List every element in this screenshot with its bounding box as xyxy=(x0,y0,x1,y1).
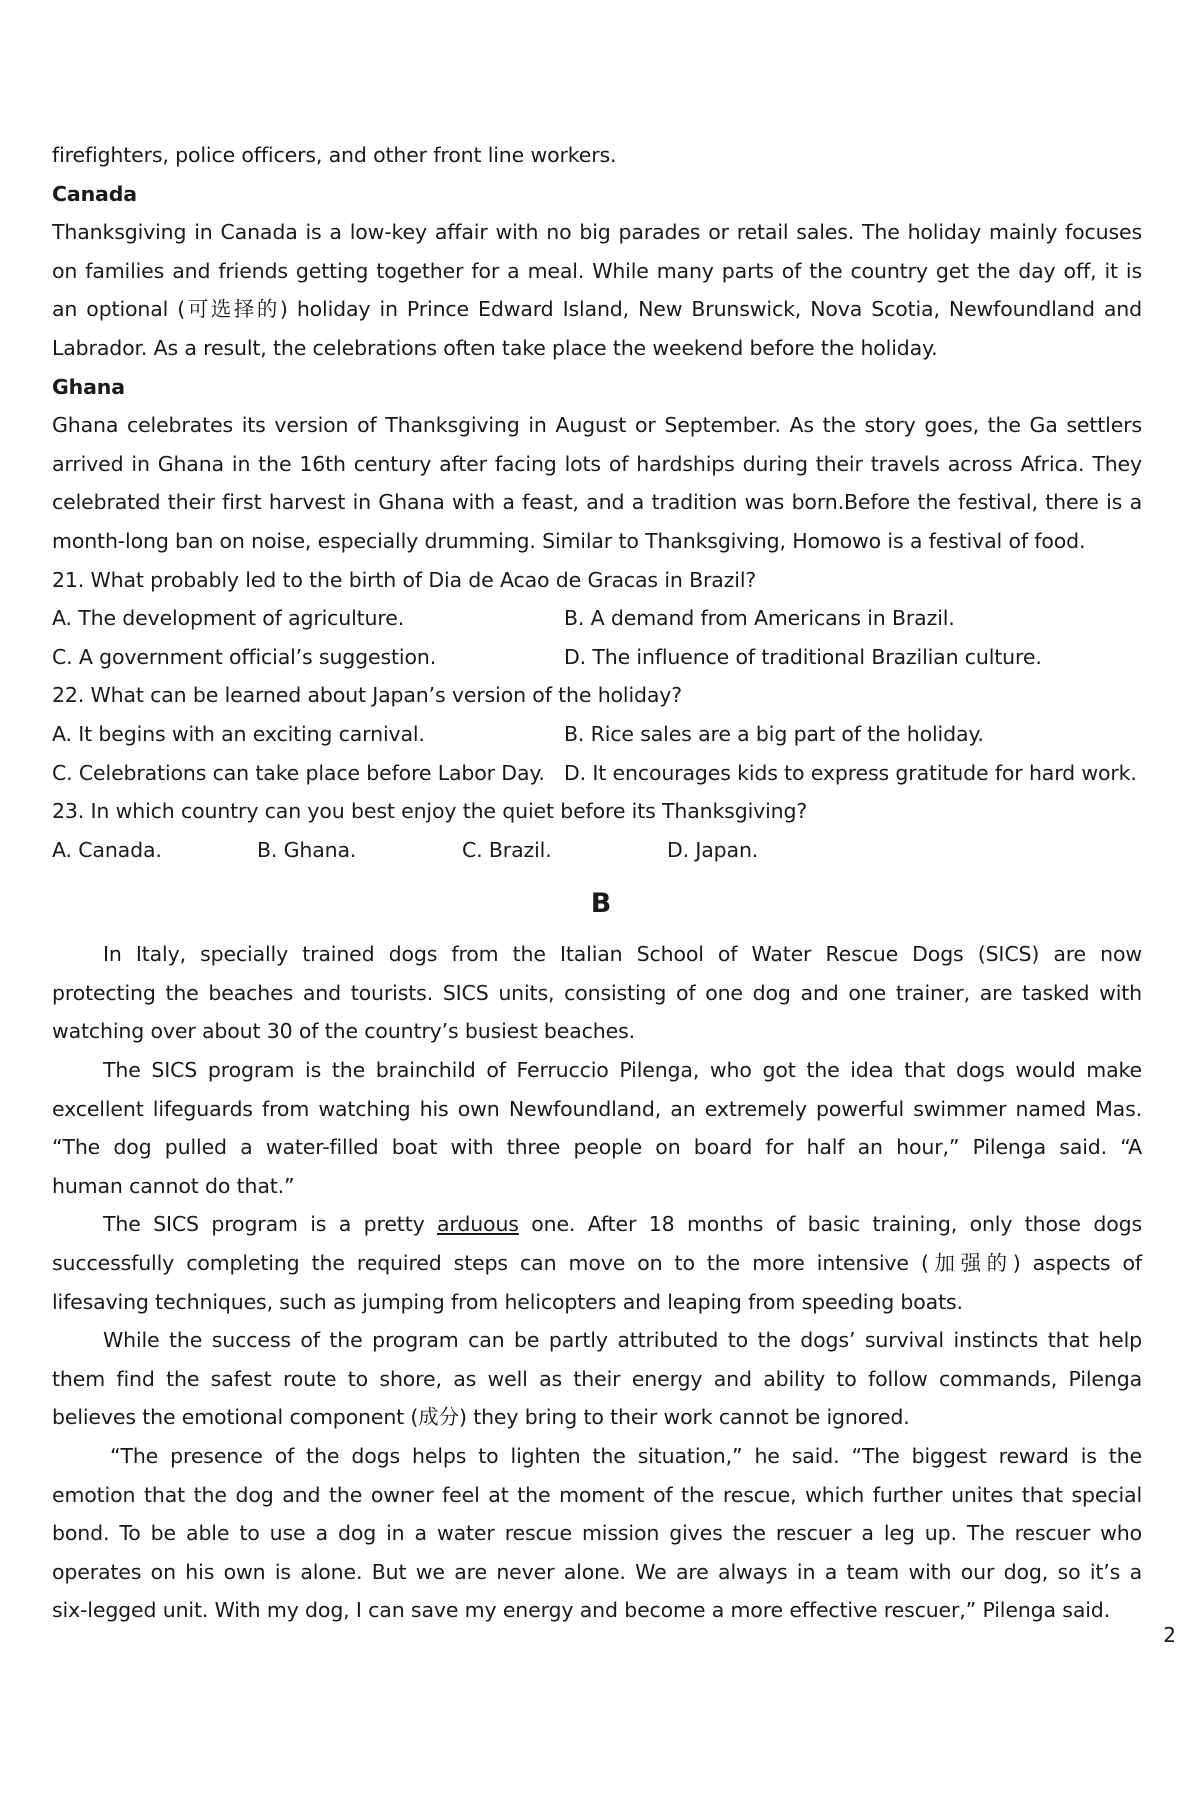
canada-line: an optional (可选择的) holiday in Prince Edward Island, New Brunswick, Nova Scotia, Newfoundland and xyxy=(52,297,1142,322)
passage-b-p2-line: human cannot do that.” xyxy=(52,1173,295,1198)
section-b-heading: B xyxy=(590,888,612,920)
question-22-option-a: A. It begins with an exciting carnival. xyxy=(52,721,425,746)
passage-b-p2-line: The SICS program is the brainchild of Ferruccio Pilenga, who got the idea that dogs would make xyxy=(103,1058,1142,1083)
question-22-option-d: D. It encourages kids to express gratitude for hard work. xyxy=(564,760,1137,785)
question-21-stem: 21. What probably led to the birth of Dia de Acao de Gracas in Brazil? xyxy=(52,567,757,592)
question-21-option-d: D. The influence of traditional Brazilian culture. xyxy=(564,644,1042,669)
page-number: 2 xyxy=(1163,1623,1176,1647)
passage-b-p3-line xyxy=(52,1205,1142,1244)
exam-page xyxy=(52,136,1142,1630)
passage-b-p4-line: them find the safest route to shore, as well as their energy and ability to follow commands, Pilenga xyxy=(52,1366,1142,1391)
ghana-line: month-long ban on noise, especially drumming. Similar to Thanksgiving, Homowo is a festival of food. xyxy=(52,528,1086,553)
canada-line: Thanksgiving in Canada is a low-key affair with no big parades or retail sales. The holiday mainly focuses xyxy=(52,220,1142,245)
passage-b-p5-line: emotion that the dog and the owner feel at the moment of the rescue, which further unites that special xyxy=(52,1482,1142,1507)
canada-line: Labrador. As a result, the celebrations often take place the weekend before the holiday. xyxy=(52,335,938,360)
passage-b-p5-line: operates on his own is alone. But we are never alone. We are always in a team with our dog, so it’s a xyxy=(52,1559,1142,1584)
question-23-option-b: B. Ghana. xyxy=(257,837,357,862)
ghana-heading: Ghana xyxy=(52,374,125,399)
ghana-line: arrived in Ghana in the 16th century after facing lots of hardships during their travels across Africa. They xyxy=(52,451,1142,476)
question-23-option-c: C. Brazil. xyxy=(462,837,552,862)
intro-tail: firefighters, police officers, and other front line workers. xyxy=(52,143,617,167)
canada-heading: Canada xyxy=(52,181,137,206)
question-22-option-b: B. Rice sales are a big part of the holiday. xyxy=(564,721,984,746)
passage-b-p1-line: watching over about 30 of the country’s busiest beaches. xyxy=(52,1019,635,1044)
question-22-options-row xyxy=(52,754,1142,793)
underlined-word-arduous: arduous xyxy=(437,1212,519,1237)
passage-b-p5-line: bond. To be able to use a dog in a water rescue mission gives the rescuer a leg up. The rescuer who xyxy=(52,1521,1142,1546)
passage-b-p2-line: “The dog pulled a water-filled boat with three people on board for half an hour,” Pilenga said. “A xyxy=(52,1135,1142,1160)
passage-b-p3-text: The SICS program is a pretty xyxy=(103,1212,438,1237)
passage-b-p1-line: protecting the beaches and tourists. SICS units, consisting of one dog and one trainer, are tasked with xyxy=(52,980,1142,1005)
question-23-option-d: D. Japan. xyxy=(667,837,759,862)
question-23-stem: 23. In which country can you best enjoy the quiet before its Thanksgiving? xyxy=(52,799,808,824)
question-22-option-c: C. Celebrations can take place before Labor Day. xyxy=(52,760,545,785)
question-23-option-a: A. Canada. xyxy=(52,837,162,862)
passage-b-p4-line: believes the emotional component (成分) they bring to their work cannot be ignored. xyxy=(52,1405,910,1430)
question-23-options-row xyxy=(52,831,1142,870)
question-21-option-a: A. The development of agriculture. xyxy=(52,606,405,631)
question-21-option-b: B. A demand from Americans in Brazil. xyxy=(564,606,955,631)
question-21-option-c: C. A government official’s suggestion. xyxy=(52,644,437,669)
passage-b-p5-line: “The presence of the dogs helps to lighten the situation,” he said. “The biggest reward is the xyxy=(110,1444,1142,1468)
question-21-options-row xyxy=(52,638,1142,677)
question-22-options-row xyxy=(52,715,1142,754)
ghana-line: Ghana celebrates its version of Thanksgiving in August or September. As the story goes, the Ga settlers xyxy=(52,413,1142,438)
passage-b-p3-line: lifesaving techniques, such as jumping from helicopters and leaping from speeding boats. xyxy=(52,1289,963,1314)
passage-b-p1-line: In Italy, specially trained dogs from the Italian School of Water Rescue Dogs (SICS) are now xyxy=(103,942,1142,967)
passage-b-p3-text: one. After 18 months of basic training, only those dogs xyxy=(518,1212,1142,1237)
question-21-options-row xyxy=(52,599,1142,638)
passage-b-p3-line: successfully completing the required steps can move on to the more intensive (加强的) aspects of xyxy=(52,1251,1142,1276)
passage-b-p2-line: excellent lifeguards from watching his own Newfoundland, an extremely powerful swimmer named Mas. xyxy=(52,1096,1142,1121)
passage-b-p4-line: While the success of the program can be partly attributed to the dogs’ survival instincts that help xyxy=(103,1328,1142,1353)
canada-line: on families and friends getting together for a meal. While many parts of the country get the day off, it is xyxy=(52,258,1142,283)
passage-b-p5-line: six-legged unit. With my dog, I can save my energy and become a more effective rescuer,” Pilenga said. xyxy=(52,1598,1111,1623)
ghana-line: celebrated their first harvest in Ghana with a feast, and a tradition was born.Before the festival, there is a xyxy=(52,490,1142,515)
question-22-stem: 22. What can be learned about Japan’s version of the holiday? xyxy=(52,683,683,708)
